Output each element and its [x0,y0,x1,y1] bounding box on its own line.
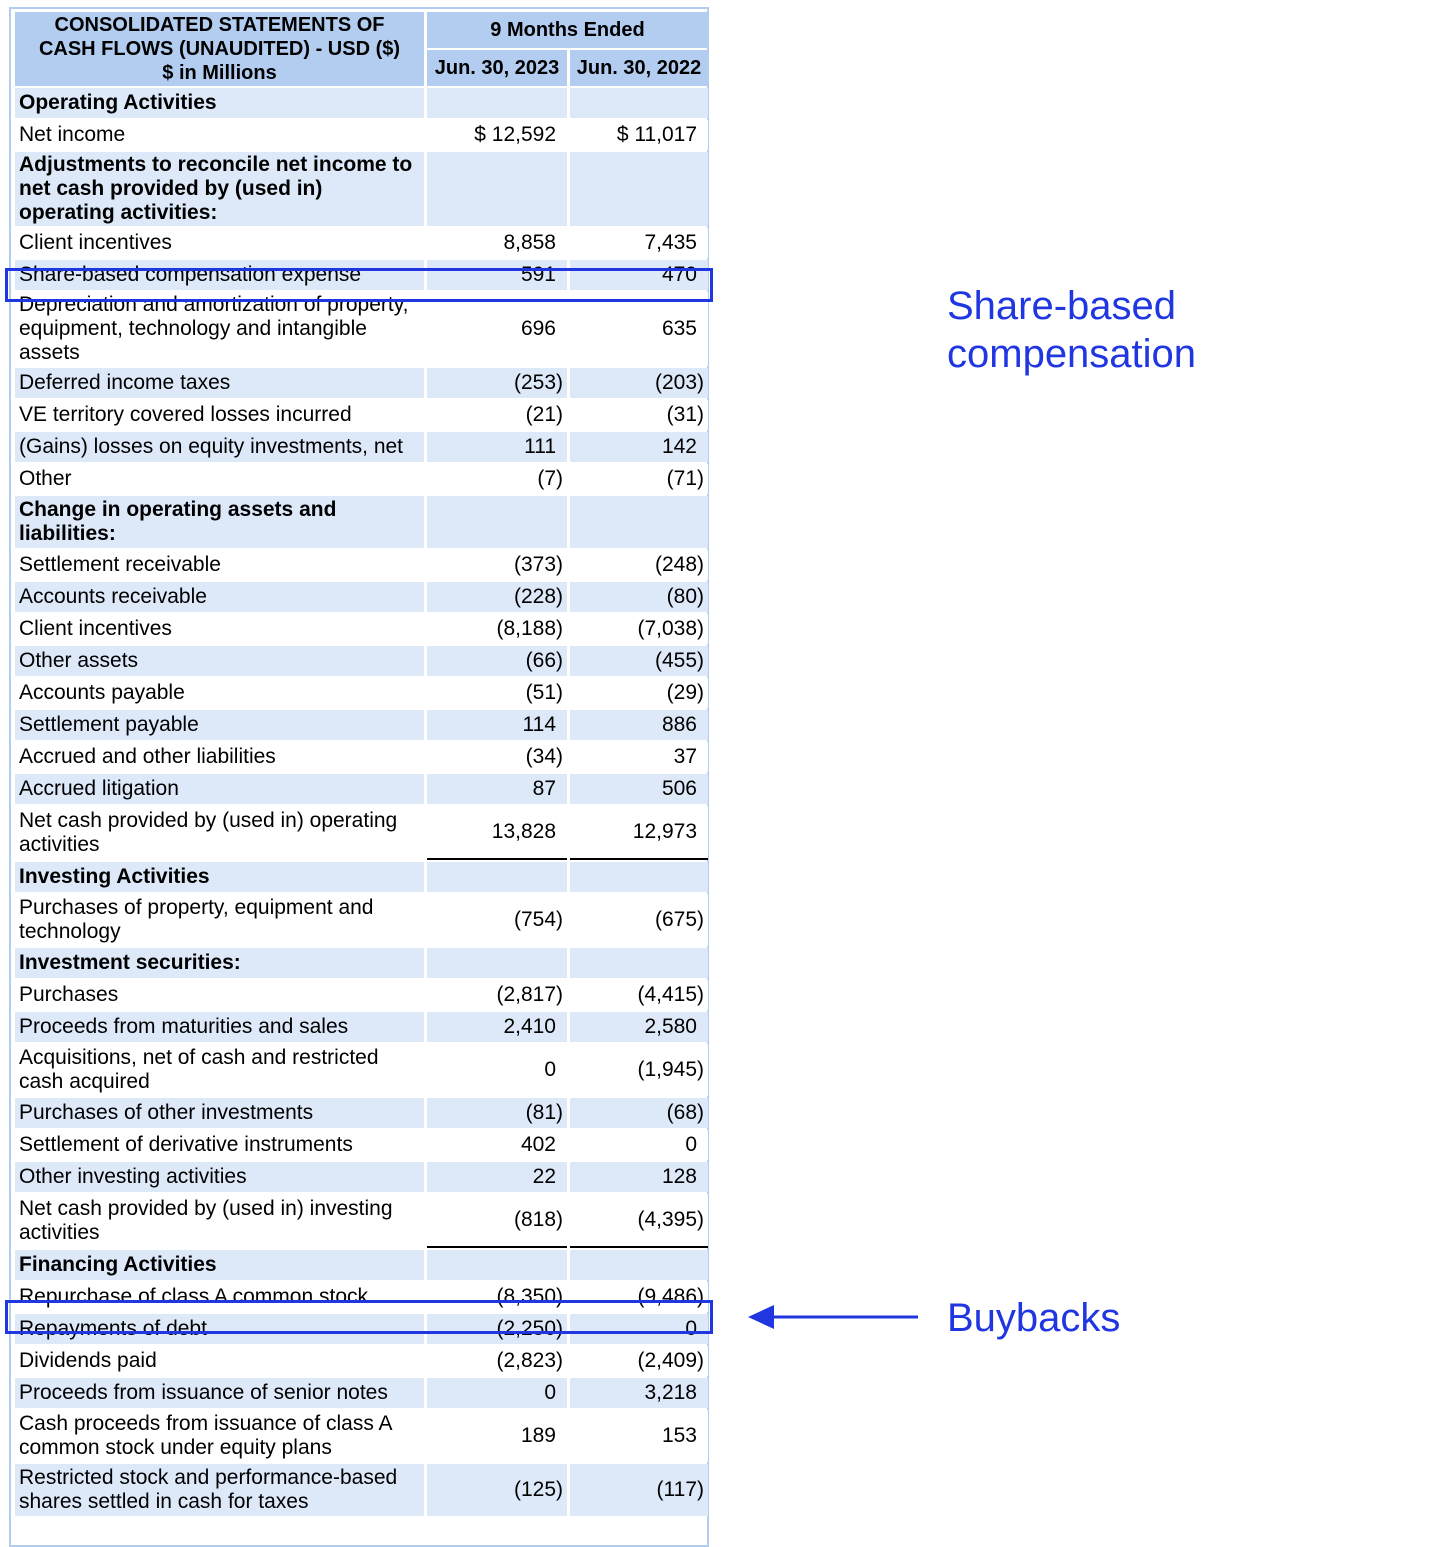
table-row [15,1194,708,1248]
table-row [15,806,708,860]
period-header: 9 Months Ended [427,12,708,48]
row-label: Net cash provided by (used in) investing activities [15,1194,424,1248]
cell-value: 506 [661,777,697,800]
cell-value: (754) [513,908,563,931]
value-2022 [570,292,708,366]
row-label: Share-based compensation expense [15,260,424,290]
value-2023 [427,496,567,548]
cell-value: (228) [513,585,563,608]
value-2022 [570,646,708,676]
row-label: Depreciation and amortization of property, equipment, technology and intangible assets [15,292,424,366]
value-2022 [570,1162,708,1192]
cell-value: 0 [685,1133,697,1156]
cell-value: (9,486) [637,1285,704,1308]
row-label: VE territory covered losses incurred [15,400,424,430]
value-2022 [570,614,708,644]
cell-value: (2,817) [496,983,563,1006]
row-label: Deferred income taxes [15,368,424,398]
cell-value: 2,580 [644,1015,697,1038]
cell-value: (29) [666,681,704,704]
value-2022 [570,464,708,494]
table-row [15,550,708,580]
cell-value: (125) [513,1478,563,1501]
table-row [15,1314,708,1344]
value-2022 [570,496,708,548]
value-2022 [570,260,708,290]
row-label: Investment securities: [15,948,424,978]
table-row [15,1346,708,1376]
value-2023 [427,550,567,580]
row-label: Other investing activities [15,1162,424,1192]
cell-value: 128 [661,1165,697,1188]
value-2023 [427,260,567,290]
cell-value: (117) [656,1478,704,1501]
row-label: Proceeds from issuance of senior notes [15,1378,424,1408]
value-2023 [427,120,567,150]
row-label: Client incentives [15,614,424,644]
table-row [15,774,708,804]
row-label: Net income [15,120,424,150]
table-row [15,1282,708,1312]
row-label: (Gains) losses on equity investments, net [15,432,424,462]
cell-value: 591 [520,263,556,286]
section-header-row [15,88,708,118]
cell-value: 189 [520,1424,556,1447]
cell-value: (203) [654,371,704,394]
value-2022 [570,774,708,804]
row-label: Accounts receivable [15,582,424,612]
table-body [15,88,708,1516]
row-label: Other assets [15,646,424,676]
cell-value: (2,250) [496,1317,563,1340]
cell-value: (8,188) [496,617,563,640]
annotation-share-based [947,282,1196,378]
value-2023 [427,894,567,946]
value-2022 [570,862,708,892]
row-label: Restricted stock and performance-based shares settled in cash for taxes [15,1464,424,1516]
table-row [15,1464,708,1516]
cell-value: 7,435 [644,231,697,254]
table-row [15,120,708,150]
value-2023 [427,1012,567,1042]
value-2023 [427,710,567,740]
value-2022 [570,120,708,150]
value-2023 [427,368,567,398]
row-label: Settlement of derivative instruments [15,1130,424,1160]
row-label: Accounts payable [15,678,424,708]
cell-value: (31) [666,403,704,426]
table-row [15,710,708,740]
row-label: Settlement receivable [15,550,424,580]
cell-value: (248) [654,553,704,576]
table-title-line: $ in Millions [162,62,277,84]
annotation-buybacks: Buybacks [947,1296,1121,1340]
column-header-2023: Jun. 30, 2023 [427,50,567,86]
row-label: Accrued and other liabilities [15,742,424,772]
row-label: Settlement payable [15,710,424,740]
value-2023 [427,432,567,462]
value-2023 [427,152,567,226]
value-2022 [570,1194,708,1248]
value-2022 [570,432,708,462]
table-title-line: CONSOLIDATED STATEMENTS OF [54,14,385,36]
annotation-line: Share-based [947,284,1177,328]
value-2023 [427,646,567,676]
value-2022 [570,1410,708,1462]
section-header-row [15,948,708,978]
value-2023 [427,1250,567,1280]
section-header-row [15,496,708,548]
column-header-2022: Jun. 30, 2022 [570,50,708,86]
value-2023 [427,1282,567,1312]
value-2022 [570,1012,708,1042]
row-label: Repurchase of class A common stock [15,1282,424,1312]
table-row [15,400,708,430]
table-row [15,742,708,772]
value-2022 [570,1378,708,1408]
cell-value: 153 [661,1424,697,1447]
cell-value: (71) [666,467,704,490]
value-2023 [427,292,567,366]
cell-value: 22 [532,1165,556,1188]
table-row [15,464,708,494]
cell-value: (2,823) [496,1349,563,1372]
value-2022 [570,806,708,860]
value-2022 [570,980,708,1010]
cell-value: 635 [661,317,697,340]
row-label: Dividends paid [15,1346,424,1376]
value-2022 [570,1044,708,1096]
cell-value: 142 [661,435,697,458]
value-2022 [570,710,708,740]
row-label: Purchases [15,980,424,1010]
section-header-row [15,1250,708,1280]
annotation-line: compensation [947,332,1197,376]
value-2022 [570,582,708,612]
cell-value: (818) [513,1208,563,1231]
value-2023 [427,980,567,1010]
value-2022 [570,1130,708,1160]
value-2022 [570,678,708,708]
table-row [15,894,708,946]
cell-value: (66) [525,649,563,672]
row-label: Purchases of property, equipment and technology [15,894,424,946]
value-2023 [427,1314,567,1344]
table-row [15,678,708,708]
value-2022 [570,1346,708,1376]
table-title-line: CASH FLOWS (UNAUDITED) - USD ($) [38,38,401,60]
row-label: Adjustments to reconcile net income to net cash provided by (used in) operating activities: [15,152,424,226]
cell-value: 3,218 [644,1381,697,1404]
value-2023 [427,862,567,892]
cash-flow-table [12,10,711,1518]
table-row [15,980,708,1010]
cell-value: 402 [520,1133,556,1156]
value-2023 [427,678,567,708]
value-2022 [570,400,708,430]
value-2023 [427,948,567,978]
cell-value: (4,415) [637,983,704,1006]
cell-value: (2,409) [637,1349,704,1372]
value-2022 [570,88,708,118]
table-row [15,1012,708,1042]
cell-value: (34) [525,745,563,768]
value-2022 [570,550,708,580]
row-label: Accrued litigation [15,774,424,804]
value-2023 [427,774,567,804]
cell-value: (373) [513,553,563,576]
value-2022 [570,894,708,946]
table-row [15,1162,708,1192]
table-row [15,1410,708,1462]
cell-value: (455) [654,649,704,672]
value-2022 [570,1098,708,1128]
value-2023 [427,1044,567,1096]
value-2023 [427,228,567,258]
table-row [15,614,708,644]
table-row [15,1098,708,1128]
cell-value: (21) [525,403,563,426]
cell-value: 12,973 [632,820,697,843]
cell-value: 2,410 [503,1015,556,1038]
section-header-row [15,862,708,892]
table-row [15,1130,708,1160]
table-row [15,646,708,676]
value-2022 [570,228,708,258]
cell-value: (51) [525,681,563,704]
table-row [15,368,708,398]
cell-value: (4,395) [637,1208,704,1231]
cell-value: (675) [654,908,704,931]
cell-value: 114 [522,713,556,736]
value-2023 [427,742,567,772]
cell-value: 0 [544,1381,556,1404]
value-2022 [570,1464,708,1516]
cell-value: 111 [524,435,556,458]
value-2023 [427,1410,567,1462]
cell-value: 470 [661,263,697,286]
cell-value: (81) [525,1101,563,1124]
left-arrow-icon [748,1302,924,1332]
cell-value: (7) [537,467,563,490]
cell-value: $ 12,592 [474,123,556,146]
cell-value: 696 [520,317,556,340]
row-label: Proceeds from maturities and sales [15,1012,424,1042]
cell-value: 8,858 [503,231,556,254]
row-label: Change in operating assets and liabilities: [15,496,424,548]
table-row [15,1044,708,1096]
row-label: Other [15,464,424,494]
cell-value: $ 11,017 [616,123,697,146]
row-label: Cash proceeds from issuance of class A common stock under equity plans [15,1410,424,1462]
value-2022 [570,742,708,772]
row-label: Financing Activities [15,1250,424,1280]
row-label: Operating Activities [15,88,424,118]
value-2023 [427,1378,567,1408]
cell-value: 13,828 [491,820,556,843]
value-2023 [427,1162,567,1192]
value-2023 [427,614,567,644]
row-label: Acquisitions, net of cash and restricted cash acquired [15,1044,424,1096]
cell-value: (68) [666,1101,704,1124]
cell-value: (8,350) [496,1285,563,1308]
table-title [15,12,424,86]
cell-value: (1,945) [637,1058,704,1081]
value-2022 [570,368,708,398]
row-label: Investing Activities [15,862,424,892]
table-row [15,582,708,612]
value-2022 [570,1314,708,1344]
cell-value: (7,038) [637,617,704,640]
cell-value: 0 [544,1058,556,1081]
value-2023 [427,1098,567,1128]
cell-value: 0 [685,1317,697,1340]
row-label: Purchases of other investments [15,1098,424,1128]
value-2023 [427,88,567,118]
row-label: Repayments of debt [15,1314,424,1344]
value-2023 [427,806,567,860]
table-row [15,292,708,366]
value-2023 [427,400,567,430]
table-row [15,1378,708,1408]
table-row [15,228,708,258]
value-2022 [570,1250,708,1280]
section-header-row [15,152,708,226]
table-row [15,260,708,290]
cell-value: 87 [532,777,556,800]
row-label: Client incentives [15,228,424,258]
cell-value: 886 [661,713,697,736]
value-2023 [427,464,567,494]
cell-value: (253) [513,371,563,394]
value-2022 [570,152,708,226]
value-2023 [427,1346,567,1376]
cell-value: 37 [673,745,697,768]
value-2023 [427,1464,567,1516]
row-label: Net cash provided by (used in) operating activities [15,806,424,860]
table-row [15,432,708,462]
cell-value: (80) [666,585,704,608]
value-2022 [570,1282,708,1312]
value-2023 [427,582,567,612]
value-2023 [427,1130,567,1160]
value-2022 [570,948,708,978]
value-2023 [427,1194,567,1248]
